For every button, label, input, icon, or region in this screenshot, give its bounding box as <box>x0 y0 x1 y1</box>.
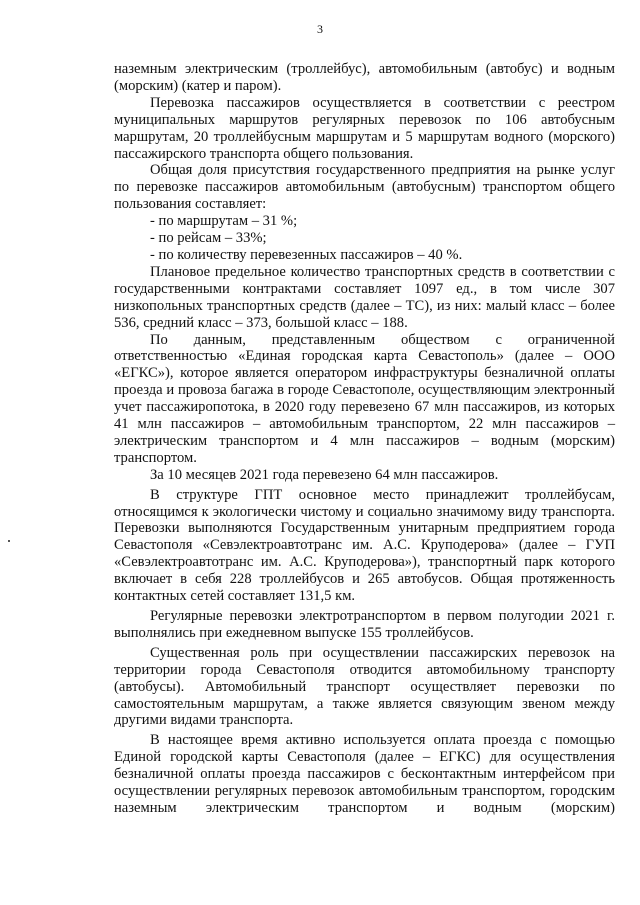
paragraph-market-share: Общая доля присутствия государственного предприятия на рынке услуг по перевозке пассажиров автомобильным (автобусным) транспортом общего пользования составляет: <box>114 162 615 213</box>
paragraph-2021-passengers: За 10 месяцев 2021 года перевезено 64 млн пассажиров. <box>150 466 499 483</box>
paragraph-transport-types: наземным электрическим (троллейбус), автомобильным (автобус) и водным (морским) (катер и паром). <box>114 61 615 94</box>
paragraph-trolleybus-structure: В структуре ГПТ основное место принадлежит троллейбусам, относящимся к экологически чистому и социально значимому виду транспорта. Перевозки выполняются Государственным унитарным предприятием города Севастополя «Севэлектроавтотранс им. А.С. Круподерова» (далее – ГУП «Севэлектроавтотранс им. А.С. Круподерова»), транспортный парк которого включает в себя 228 троллейбусов и 265 автобусов. Общая протяженность контактных сетей составляет 131,5 км. <box>114 486 615 605</box>
paragraph-electric-transport: Регулярные перевозки электротранспортом в первом полугодии 2021 г. выполнялись при ежедневном выпуске 155 троллейбусов. <box>114 608 615 641</box>
document-body <box>114 61 615 817</box>
list-item-trips-share: - по рейсам – 33%; <box>150 230 267 247</box>
page-number: 3 <box>317 22 323 36</box>
paragraph-egks-payment: В настоящее время активно используется оплата проезда с помощью Единой городской карты Севастополя (далее – ЕГКС) для осуществления безналичной оплаты проезда пассажиров с бесконтактным интерфейсом при осуществлении регулярных перевозок автомобильным транспортом, городским наземным электрическим транспортом и водным (морским) <box>114 732 615 816</box>
list-item-routes-share: - по маршрутам – 31 %; <box>150 213 298 230</box>
list-item-passengers-share: - по количеству перевезенных пассажиров – 40 %. <box>150 246 463 263</box>
paragraph-bus-role: Существенная роль при осуществлении пассажирских перевозок на территории города Севастополя отводится автомобильному транспорту (автобусы). Автомобильный транспорт осуществляет перевозки по самостоятельным маршрутам, а также является связующим звеном между другими видами транспорта. <box>114 644 615 729</box>
paragraph-vehicle-count: Плановое предельное количество транспортных средств в соответствии с государственными контрактами составляет 1097 ед., в том числе 307 низкопольных транспортных средств (далее – ТС), из них: малый класс – более 536, средний класс – 373, большой класс – 188. <box>114 263 615 331</box>
paragraph-egks-data: По данным, представленным обществом с ограниченной ответственностью «Единая городская карта Севастополь» (далее – ООО «ЕГКС»), которое является оператором инфраструктуры безналичной оплаты проезда и провоза багажа в городе Севастополе, осуществляющим электронный учет пассажиропотока, в 2020 году перевезено 67 млн пассажиров, из которых 41 млн пассажиров – автомобильным транспортом, 22 млн пассажиров – электрическим транспортом и 4 млн пассажиров – водным (морским) транспортом. <box>114 331 615 466</box>
paragraph-route-registry: Перевозка пассажиров осуществляется в соответствии с реестром муниципальных маршрутов регулярных перевозок по 106 автобусным маршрутам, 20 троллейбусным маршрутам и 5 маршрутам водного (морского) пассажирского транспорта общего пользования. <box>114 94 615 162</box>
margin-mark <box>8 540 10 542</box>
